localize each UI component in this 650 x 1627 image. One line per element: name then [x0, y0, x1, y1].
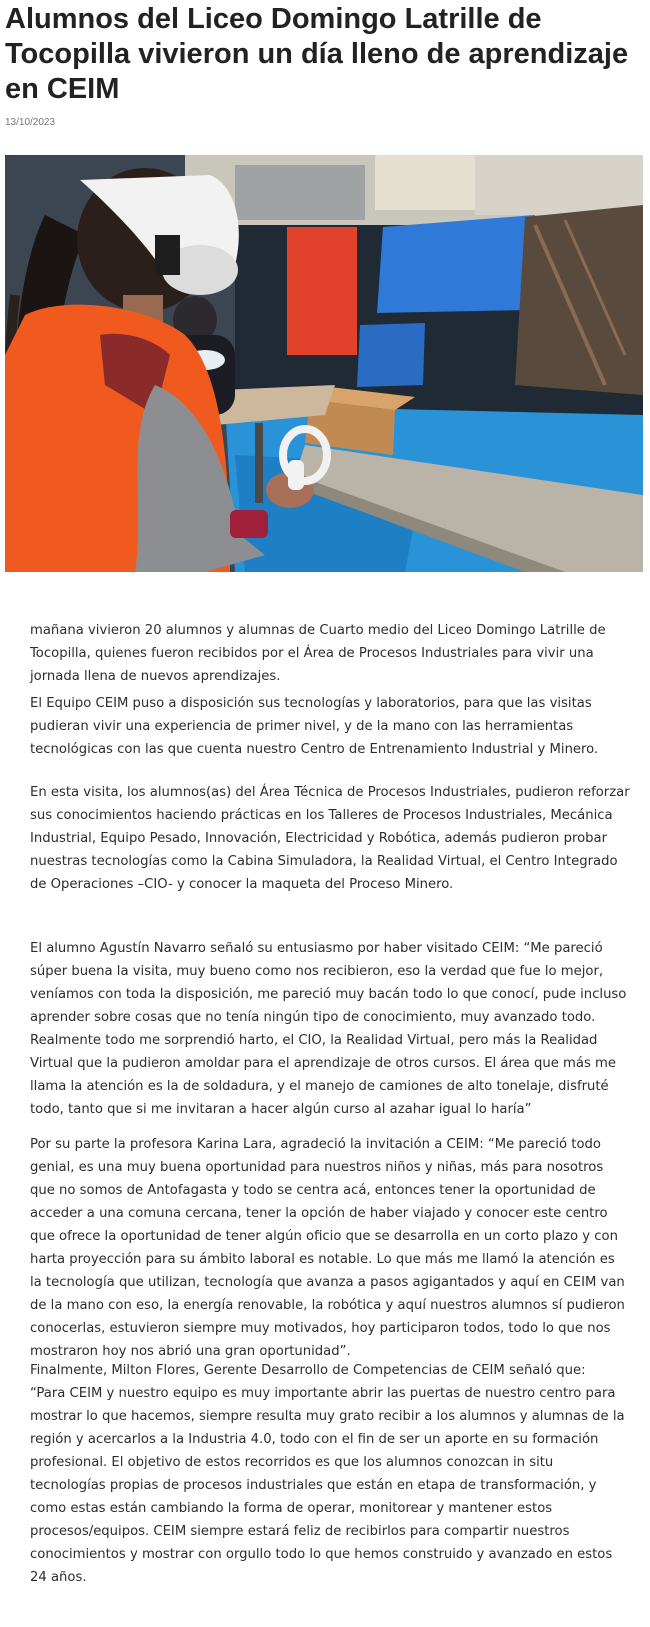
hero-image — [5, 155, 643, 572]
article-paragraph-quote-student: El alumno Agustín Navarro señaló su entusiasmo por haber visitado CEIM: “Me pareció súper buena la visita, muy bueno como nos recibieron, eso la verdad que fue lo mejor, veníamos con toda la disposición, me pareció muy bacán todo lo que conocí, pude incluso aprender sobre cosas que no tenía ningún tipo de conocimiento, muy avanzado todo. Realmente todo me sorprendió harto, el CIO, la Realidad Virtual, pero más la Realidad Virtual que la pudieron amoldar para el aprendizaje de otros cursos. El área que más me llama la atención es la de soldadura, y el manejo de camiones de alto tonelaje, disfruté todo, tanto que si me invitaran a hacer algún curso al azahar igual lo haría” — [30, 941, 627, 1117]
article-paragraph-intro: mañana vivieron 20 alumnos y alumnas de Cuarto medio del Liceo Domingo Latrille de Tocopilla, quienes fueron recibidos por el Área de Procesos Industriales para vivir una jornada llena de nuevos aprendizajes. — [30, 623, 606, 684]
article-paragraph-intro-manager: Finalmente, Milton Flores, Gerente Desarrollo de Competencias de CEIM señaló que: — [30, 1363, 586, 1378]
post-date: 13/10/2023 — [5, 117, 56, 128]
article-title: Alumnos del Liceo Domingo Latrille de Tocopilla vivieron un día lleno de aprendizaje en CEIM — [5, 3, 629, 105]
article-paragraph-quote-teacher: Por su parte la profesora Karina Lara, agradeció la invitación a CEIM: “Me pareció todo genial, es una muy buena oportunidad para nuestros niños y niñas, más para nosotros que no somos de Antofagasta y todo se centra acá, entonces tener la oportunidad de acceder a una comuna cercana, tener la opción de haber viajado y conocer este centro que ofrece la oportunidad de tener algún oficio que se desarrolla en un corto plazo y con harta proyección para su ámbito laboral es notable. Lo que más me llamó la atención es la tecnología que utilizan, tecnología que avanza a pasos agigantados y aquí en CEIM van de la mano con eso, la energía renovable, la robótica y aquí nuestros alumnos sí pudieron conocerlas, estuvieron siempre muy motivados, hoy participaron todos, todo lo que nos mostraron hoy nos abrió una gran oportunidad”. — [30, 1137, 625, 1359]
photo-student-vr-headset — [5, 155, 643, 572]
article-paragraph-quote-manager: “Para CEIM y nuestro equipo es muy importante abrir las puertas de nuestro centro para mostrar lo que hacemos, siempre resulta muy grato recibir a los alumnos y alumnas de la región y acercarlos a la Industria 4.0, todo con el fin de ser un aporte en su formación profesional. El objetivo de estos recorridos es que los alumnos conozcan in situ tecnologías propias de procesos industriales que están en etapa de transformación, y como estas están cambiando la forma de operar, monitorear y mantener estos procesos/equipos. CEIM siempre estará feliz de recibirlos para compartir nuestros conocimientos y mostrar con orgullo todo lo que hemos construido y avanzado en estos 24 años. — [30, 1386, 625, 1585]
article-paragraph-visita: En esta visita, los alumnos(as) del Área Técnica de Procesos Industriales, pudieron reforzar sus conocimientos haciendo prácticas en los Talleres de Procesos Industriales, Mecánica Industrial, Equipo Pesado, Innovación, Electricidad y Robótica, además pudieron probar nuestras tecnologías como la Cabina Simuladora, la Realidad Virtual, el Centro Integrado de Operaciones –CIO- y conocer la maqueta del Proceso Minero. — [30, 785, 630, 892]
article-paragraph-equipo: El Equipo CEIM puso a disposición sus tecnologías y laboratorios, para que las visitas pudieran vivir una experiencia de primer nivel, y de la mano con las herramientas tecnológicas con las que cuenta nuestro Centro de Entrenamiento Industrial y Minero. — [30, 696, 599, 757]
